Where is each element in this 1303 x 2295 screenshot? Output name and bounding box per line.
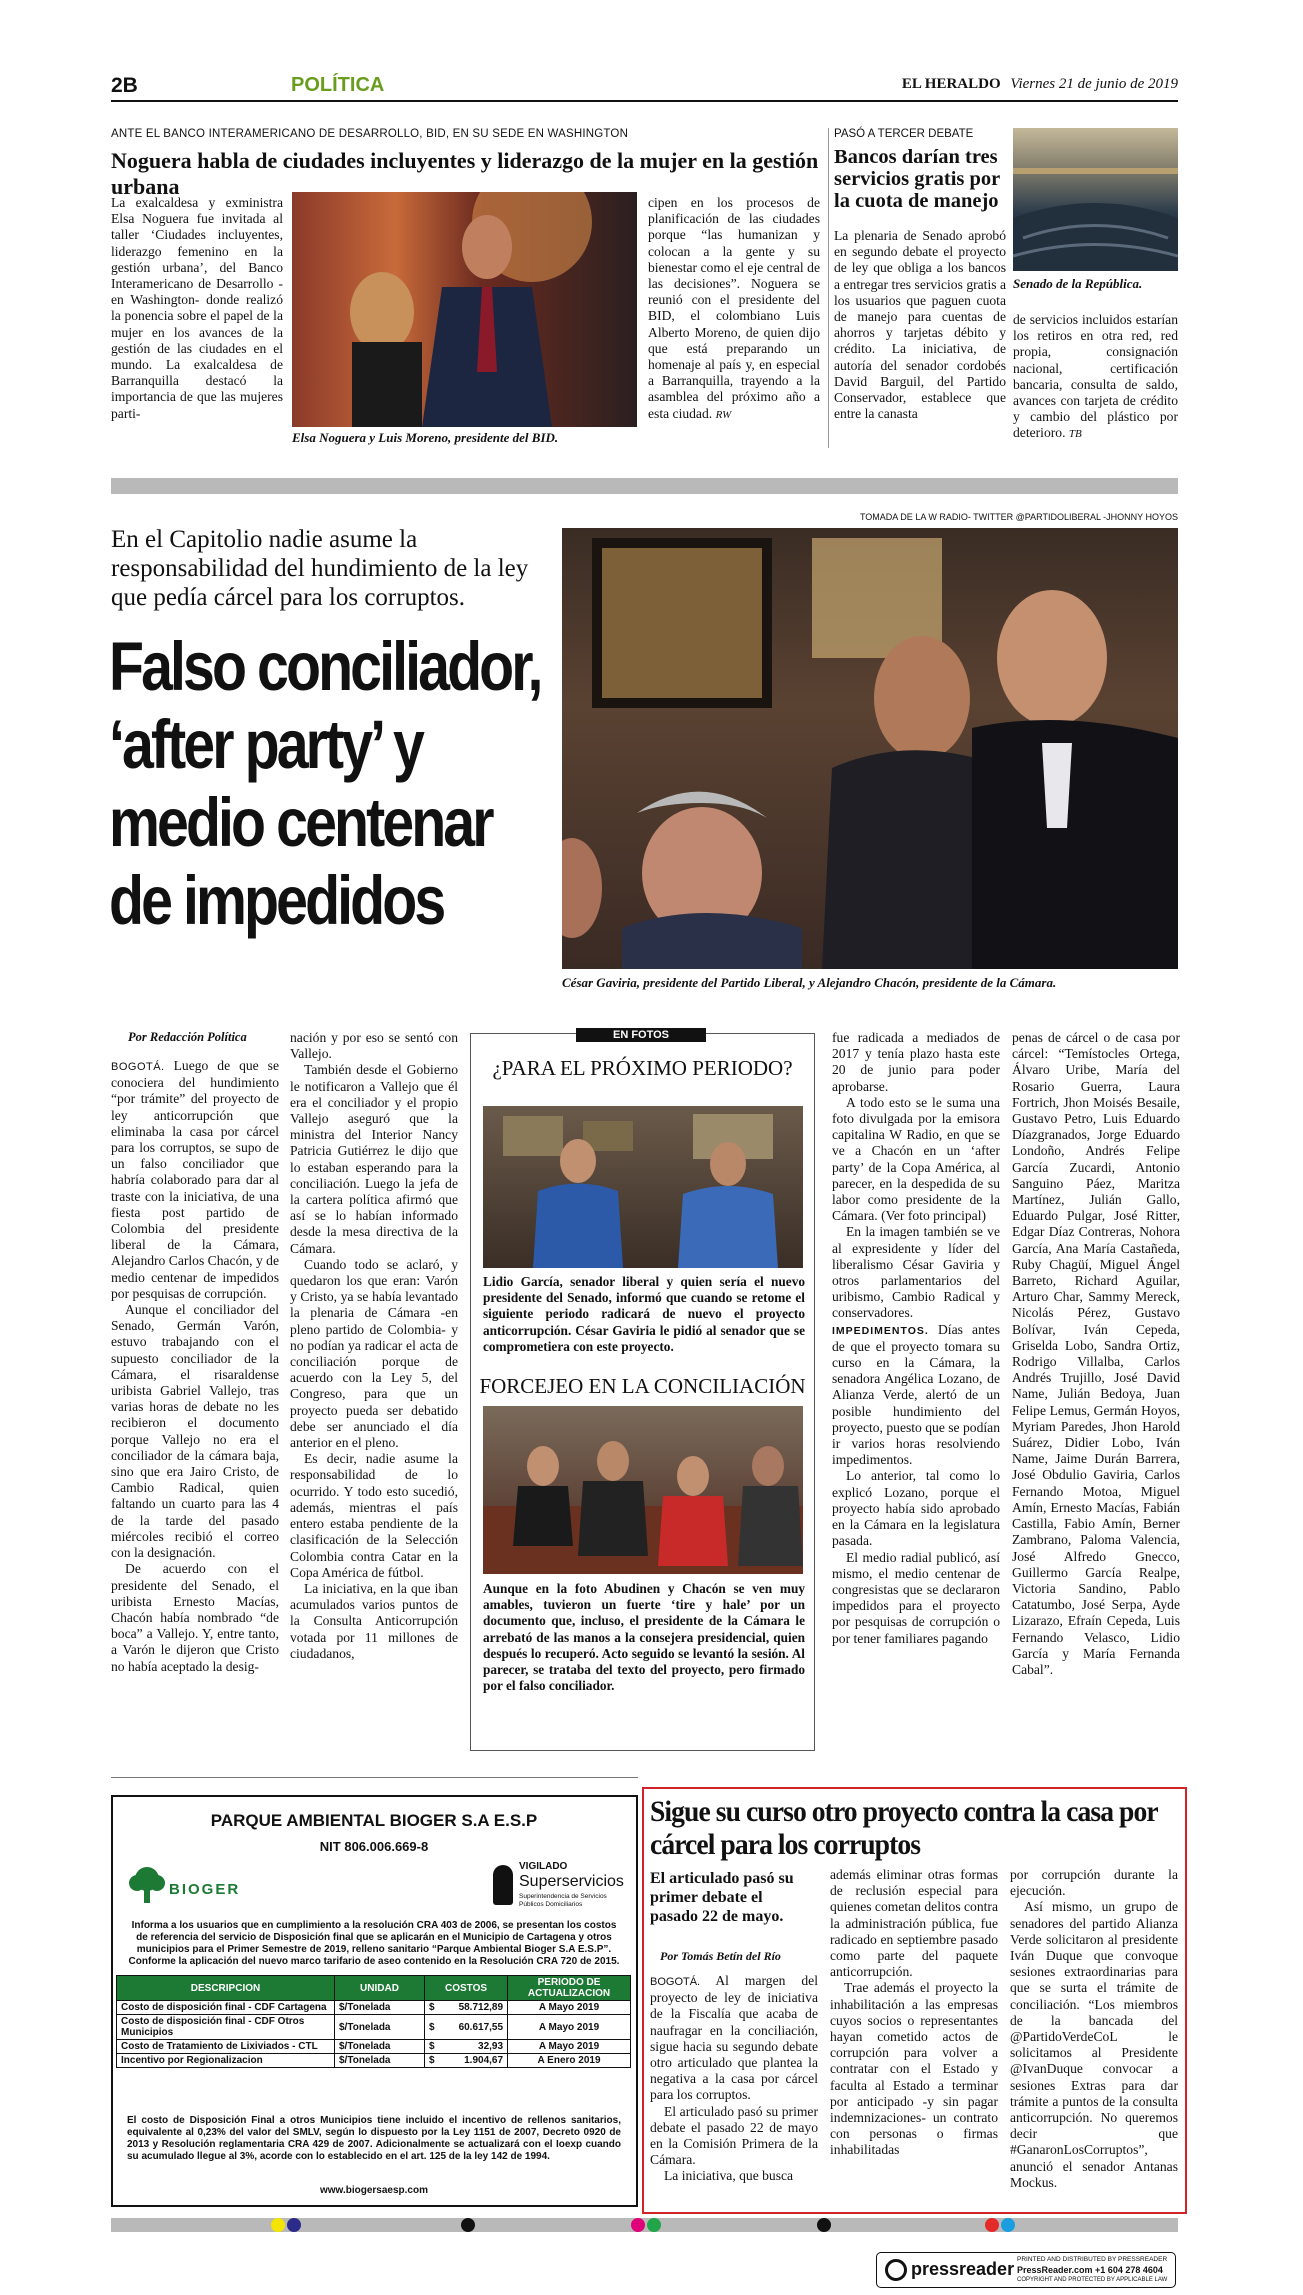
top-headline: Noguera habla de ciudades incluyentes y liderazgo de la mujer en la gestión urbana bbox=[111, 148, 819, 199]
noguera-caption: Elsa Noguera y Luis Moreno, presidente del BID. bbox=[292, 430, 559, 445]
box-caption-2: Aunque en la foto Abudinen y Chacón se ven muy amables, tuvieron un fuerte ‘tire y hale’ por un documento que, incluso, el presidente de la Cámara le arrebató de las manos a la consejera presidencial, quien después lo recuperó. Acto seguido se levantó la sesión. Al parecer, se trataba del texto del proyecto, pero firmado por el falso conciliador. bbox=[483, 1581, 805, 1694]
cell-unit: $/Tonelada bbox=[335, 2015, 425, 2040]
main-col1-p3: De acuerdo con el presidente del Senado, el uribista Ernesto Macías, Chacón había nombrado “de boca” a Vallejo. Y, entre tanto, a Varón le dijeron que Cristo no había aceptado la desig- bbox=[111, 1561, 279, 1674]
main-col2 bbox=[290, 1030, 458, 1662]
header-rule bbox=[111, 100, 1178, 102]
paper-name: EL HERALDO bbox=[901, 76, 1001, 92]
side-kicker: PASÓ A TERCER DEBATE bbox=[834, 128, 974, 140]
box-photo-2 bbox=[483, 1406, 803, 1574]
column-rule bbox=[828, 128, 829, 448]
bottom-col1-p3: La iniciativa, que busca bbox=[664, 2168, 794, 2184]
th-unidad: UNIDAD bbox=[335, 1976, 425, 2001]
superservicios-label: Superservicios bbox=[519, 1873, 624, 1890]
cell-cost: 1.904,67 bbox=[442, 2054, 508, 2068]
table-row bbox=[117, 2054, 631, 2068]
table-row bbox=[117, 2015, 631, 2040]
bottom-headline: Sigue su curso otro proyecto contra la casa por cárcel para los corruptos bbox=[650, 1795, 1158, 1861]
cell-desc: Costo de disposición final - CDF Cartagena bbox=[117, 2001, 335, 2015]
pressreader-line2: PressReader.com +1 604 278 4604 bbox=[1017, 2265, 1163, 2275]
tariff-table bbox=[116, 1975, 631, 2068]
box-title-2: FORCEJEO EN LA CONCILIACIÓN bbox=[479, 1374, 806, 1398]
table-row bbox=[117, 2001, 631, 2015]
section-rule bbox=[111, 1777, 638, 1778]
top-col2-sig: RW bbox=[715, 408, 732, 421]
main-deck: En el Capitolio nadie asume la responsabilidad del hundimiento de la ley que pedía cárcel para los corruptos. bbox=[111, 526, 529, 611]
noguera-photo bbox=[292, 192, 637, 427]
main-col4-p2: A todo esto se le suma una foto divulgada por la emisora capitalina W Radio, en que se ve a Chacón en un ‘after party’ de la Copa América, al parecer, en la despedida de su labor como presidente de la Cámara. (Ver foto principal) bbox=[832, 1094, 1000, 1224]
main-col4 bbox=[832, 1030, 1000, 1647]
table-row bbox=[117, 2040, 631, 2054]
th-descripcion: DESCRIPCION bbox=[117, 1976, 335, 2001]
superservicios-icon bbox=[493, 1865, 513, 1905]
page-number: 2B bbox=[111, 74, 138, 97]
top-col2 bbox=[648, 195, 820, 423]
senado-caption: Senado de la República. bbox=[1013, 276, 1143, 291]
main-col1-p1: Luego de que se conociera del hundimiento “por trámite” del proyecto de ley anticorrupción que eliminaba la casa por cárcel para los corruptos, se supo de un falso conciliador que habría colaborado para dar al traste con la iniciativa, de una fiesta post partido de Colombia del presidente liberal de la Cámara, Alejandro Carlos Chacón, y de medio centenar de impedidos por pesquisas de corrupción. bbox=[111, 1058, 279, 1301]
senado-photo bbox=[1013, 128, 1178, 271]
gray-divider bbox=[111, 478, 1178, 494]
cell-currency: $ bbox=[425, 2015, 442, 2040]
main-byline: Por Redacción Política bbox=[128, 1030, 247, 1044]
side-headline: Bancos darían tres servicios gratis por la cuota de manejo bbox=[834, 146, 1000, 212]
main-caption: César Gaviria, presidente del Partido Liberal, y Alejandro Chacón, presidente de la Cámara. bbox=[562, 975, 1057, 990]
bottom-col3-p2: Así mismo, un grupo de senadores del partido Alianza Verde solicitaron al presidente Iván Duque que convoque sesiones extraordinarias para que se surta el trámite de conciliación. “Los miembros de la bancada del @PartidoVerdeCoL le solicitamos al Presidente @IvanDuque convocar a sesiones Extras para dar trámite a puntos de la consulta anticorrupción. No queremos decir que #GanaronLosCorruptos”, anunció el senador Antanas Mockus. bbox=[1010, 1899, 1178, 2190]
main-col4-p4: Días antes de que el proyecto tomara su curso en la Cámara, la senadora Angélica Lozano, de Alianza Verde, alertó de un posible hundimiento del proyecto, puesto que se podían ir varios horas resolviendo impedimentos. bbox=[832, 1321, 1000, 1468]
cell-cost: 60.617,55 bbox=[442, 2015, 508, 2040]
cell-currency: $ bbox=[425, 2001, 442, 2015]
cell-period: A Enero 2019 bbox=[508, 2054, 631, 2068]
reg-dot bbox=[647, 2218, 661, 2232]
pressreader-badge[interactable] bbox=[876, 2252, 1176, 2288]
side-col2 bbox=[1013, 312, 1178, 443]
superservicios-sub: Superintendencia de Servicios Públicos Domiciliarios bbox=[519, 1893, 607, 1908]
main-col1 bbox=[111, 1058, 279, 1675]
pressreader-icon bbox=[885, 2259, 907, 2281]
ad-intro: Informa a los usuarios que en cumplimiento a la resolución CRA 403 de 2006, se presentan los costos de referencia del servicio de Disposición final que se aplicarán en el Municipio de Cartagena y otros municipios para el Primer Semestre de 2019, relleno sanitario “Parque Ambiental Bioger S.A E.S.P”. Conforme la aplicación del nuevo marco tarifario de aseo contenido en la Resolución CRA 720 de 2015. bbox=[128, 1920, 620, 1967]
main-col2-p3: Cuando todo se aclaró, y quedaron los que eran: Varón y Cristo, ya se había levantado la plenaria de Cámara -en pleno partido de Colombia- y no podían ya radicar el acta de conciliación porque de acuerdo con la Ley 5, del Congreso, para que un proyecto pueda ser debatido debe ser anunciado el día anterior en el pleno. bbox=[290, 1256, 458, 1451]
main-col5: penas de cárcel o de casa por cárcel: “Temístocles Ortega, Álvaro Uribe, María del Rosario Guerra, Laura Fortrich, Jhon Moisés Besaile, Gustavo Petro, Luis Eduardo Díazgranados, Jorge Eduardo Londoño, Andrés Felipe García Zucardi, Antonio Sanguino Páez, Maritza Martínez, Julián Gallo, Eduardo Pulgar, José Ritter, Edgar Díaz Contreras, Nohora García, Ana María Castañeda, Ruby Chagüí, Miguel Ángel Barreto, Richard Aguilar, Arturo Char, Sammy Mereck, Nicolás Pérez, Gustavo Bolívar, Iván Cepeda, Griselda Lobo, Sandra Ortiz, Rodrigo Villalba, Carlos Andrés Trujillo, José David Name, Julián Bedoya, Juan Felipe Lemus, Germán Hoyos, Myriam Paredes, Jhon Harold Suárez, Didier Lobo, Iván Name, Jaime Durán Barrera, José Obdulio Gaviria, Carlos Fernando Motoa, Miguel Amín, Ernesto Macías, Fabián Castilla, Fabio Amín, Berner Zambrano, Paloma Valencia, José Alfredo Gnecco, Guillermo García Realpe, Victoria Sandino, Pablo Catatumbo, José Serpa, Ayde Lizarazo, Efraín Cepeda, Luis Fernando Velasco, Lidio García y María Fernanda Cabal”. bbox=[1012, 1030, 1180, 1677]
cell-cost: 32,93 bbox=[442, 2040, 508, 2054]
registration-bar bbox=[111, 2218, 1178, 2232]
main-col2-p1: nación y por eso se sentó con Vallejo. bbox=[290, 1030, 458, 1062]
main-col4-p1: fue radicada a mediados de 2017 y tenía plazo hasta este 20 de junio para poder aprobarse. bbox=[832, 1030, 1000, 1094]
box-tab: EN FOTOS bbox=[576, 1028, 706, 1042]
box-caption-1: Lidio García, senador liberal y quien sería el nuevo presidente del Senado, informó que cuando se retome el siguiente periodo radicará de nuevo el proyecto anticorrupción. César Gaviria le pidió al senador que se comprometiera con este proyecto. bbox=[483, 1274, 805, 1354]
main-col2-p4: Es decir, nadie asume la responsabilidad de lo ocurrido. Y todo esto sucedió, además, mientras el país entero estaba pendiente de la clasificación de la Selección Colombia contra Catar en la Copa América de fútbol. bbox=[290, 1451, 458, 1580]
main-col1-p2: Aunque el conciliador del Senado, Germán Varón, estuvo trabajando con el supuesto conciliador de la Cámara, el risaraldense uribista Gabriel Vallejo, tras varias horas de debate no les recibieron el documento porque Vallejo no era el conciliador de la cámara baja, sino que era Jairo Cristo, de Cambio Radical, quien faltando un cuarto para las 4 de la tarde del pasado miércoles recibió el correo con la designación. bbox=[111, 1302, 279, 1561]
main-col4-p5: Lo anterior, tal como lo explicó Lozano, porque el proyecto había sido aprobado en la Cámara en la legislatura pasada. bbox=[832, 1468, 1000, 1549]
ad-note: El costo de Disposición Final a otros Municipios tiene incluido el incentivo de rellenos sanitarios, equivalente al 0,23% del valor del SMLV, según lo dispuesto por la Ley 1151 de 2007, Decreto 0920 de 2013 y Resolución reglamentaria CRA 429 de 2007. Adicionalmente se actualizará con el Ioexp cuando su acumulado llegue al 3%, acorde con lo establecido en el art. 125 de la ley 142 de 1994. bbox=[127, 2115, 621, 2162]
bottom-byline: Por Tomás Betín del Río bbox=[660, 1949, 781, 1963]
cell-cost: 58.712,89 bbox=[442, 2001, 508, 2015]
bottom-col1-p1: Al margen del proyecto de ley de iniciativa de la Fiscalía que acaba de naufragar en la conciliación, sigue hacia su segundo debate otro articulado que plantea la negativa a la casa por cárcel para los corruptos. bbox=[650, 1973, 818, 2103]
cell-unit: $/Tonelada bbox=[335, 2001, 425, 2015]
box-title-1: ¿PARA EL PRÓXIMO PERIODO? bbox=[492, 1056, 793, 1080]
bottom-story-box bbox=[642, 1787, 1187, 2214]
main-col4-p3: En la imagen también se ve al expresidente y líder del liberalismo César Gaviria y otros parlamentarios del uribismo, Cambio Radical y conservadores. bbox=[832, 1224, 1000, 1321]
reg-dot bbox=[817, 2218, 831, 2232]
side-col2-sig: TB bbox=[1068, 428, 1082, 441]
bioger-logo-text: BIOGER bbox=[169, 1881, 241, 1898]
bottom-col1 bbox=[650, 1973, 818, 2185]
cell-unit: $/Tonelada bbox=[335, 2054, 425, 2068]
bottom-col2 bbox=[830, 1867, 998, 2159]
bottom-col3-p1: por corrupción durante la ejecución. bbox=[1010, 1867, 1178, 1899]
ad-website[interactable]: www.biogersaesp.com bbox=[320, 2185, 428, 2196]
reg-dot bbox=[631, 2218, 645, 2232]
pressreader-brand: pressreader bbox=[911, 2259, 1015, 2279]
masthead bbox=[902, 76, 1178, 93]
reg-dot bbox=[287, 2218, 301, 2232]
top-col1: La exalcaldesa y exministra Elsa Noguera fue invitada al taller ‘Ciudades incluyentes, liderazgo femenino en la gestión urbana’, del Banco Interamericano de Desarrollo -en Washington- donde realizó la ponencia sobre el papel de la mujer en los avances de la gestión de las ciudades en el mundo. La exalcaldesa de Barranquilla destacó la importancia de que las mujeres parti- bbox=[111, 195, 283, 421]
main-col1-city: BOGOTÁ. bbox=[111, 1061, 165, 1073]
main-headline: Falso conciliador, ‘after party’ y medio centenar de impedidos bbox=[109, 628, 541, 939]
bottom-col3 bbox=[1010, 1867, 1178, 2191]
bioger-logo bbox=[127, 1865, 257, 1915]
main-col4-sub: IMPEDIMENTOS. bbox=[832, 1324, 929, 1337]
reg-dot bbox=[1001, 2218, 1015, 2232]
photos-box bbox=[470, 1029, 815, 1751]
top-kicker: ANTE EL BANCO INTERAMERICANO DE DESARROLLO, BID, EN SU SEDE EN WASHINGTON bbox=[111, 128, 629, 140]
bottom-col2-p2: Trae además el proyecto la inhabilitación a las empresas cuyos socios o representantes hayan cometido actos de corrupción para volver a contratar con el Estado y faculta al Estado a terminar por anticipado -y sin pagar indemnizaciones- un contrato con personas o firmas inhabilitadas bbox=[830, 1980, 998, 2158]
top-col2-text: cipen en los procesos de planificación de las ciudades porque “las humanizan y colocan a la gente y su bienestar como el eje central de las decisiones”. Noguera se reunió con el presidente del BID, el colombiano Luis Alberto Moreno, de quien dijo que está preparando un homenaje al país y, en especial a Barranquilla, trayendo a la asamblea del próximo año a esta ciudad. bbox=[648, 195, 820, 421]
cell-desc: Costo de disposición final - CDF Otros Municipios bbox=[117, 2015, 335, 2040]
bottom-city: BOGOTÁ. bbox=[650, 1976, 701, 1988]
cell-currency: $ bbox=[425, 2040, 442, 2054]
main-col2-p2: También desde el Gobierno le notificaron a Vallejo que él era el conciliador y el propio Vallejo aseguró que la ministra del Interior Nancy Patricia Gutiérrez le dijo que lo estaban esperando para la conciliación. Luego la jefa de la cartera política afirmó que así se lo habían informado desde la mesa directiva de la Cámara. bbox=[290, 1062, 458, 1256]
cell-desc: Incentivo por Regionalizacion bbox=[117, 2054, 335, 2068]
section-label: POLÍTICA bbox=[291, 74, 385, 96]
superservicios-logo bbox=[493, 1859, 633, 1915]
vigilado-label: VIGILADO bbox=[519, 1861, 568, 1872]
cell-desc: Costo de Tratamiento de Lixiviados - CTL bbox=[117, 2040, 335, 2054]
th-costos: COSTOS bbox=[425, 1976, 508, 2001]
th-periodo: PERIODO DE ACTUALIZACION bbox=[508, 1976, 631, 2001]
bottom-col1-p2: El articulado pasó su primer debate el pasado 22 de mayo en la Comisión Primera de la Cámara. bbox=[650, 2103, 818, 2168]
photo-credit: TOMADA DE LA W RADIO- TWITTER @PARTIDOLIBERAL -JHONNY HOYOS bbox=[859, 512, 1178, 522]
bottom-deck: El articulado pasó su primer debate el pasado 22 de mayo. bbox=[650, 1870, 794, 1925]
cell-period: A Mayo 2019 bbox=[508, 2015, 631, 2040]
side-col1: La plenaria de Senado aprobó en segundo debate el proyecto de ley que obliga a los bancos a entregar tres servicios gratis a los usuarios que paguen cuota de manejo para cuentas de ahorros y tarjetas débito y crédito. La iniciativa, de autoría del senador cordobés David Barguil, del Partido Conservador, establece que entre la canasta bbox=[834, 228, 1006, 422]
cell-unit: $/Tonelada bbox=[335, 2040, 425, 2054]
cell-period: A Mayo 2019 bbox=[508, 2040, 631, 2054]
cell-period: A Mayo 2019 bbox=[508, 2001, 631, 2015]
date: Viernes 21 de junio de 2019 bbox=[1010, 76, 1178, 92]
cell-currency: $ bbox=[425, 2054, 442, 2068]
main-col4-p6: El medio radial publicó, así mismo, el medio centenar de congresistas que se declararon impedidos para el proyecto por pesquisas de corrupción o por tener familiares pagando bbox=[832, 1549, 1000, 1646]
main-photo bbox=[562, 528, 1178, 969]
reg-dot bbox=[985, 2218, 999, 2232]
side-col2-text: de servicios incluidos estarían los retiros en otra red, red propia, consignación nacional, certificación bancaria, consulta de saldo, avances con tarjeta de crédito y cambio del plástico por deterioro. bbox=[1013, 312, 1178, 441]
reg-dot bbox=[271, 2218, 285, 2232]
pressreader-line3: COPYRIGHT AND PROTECTED BY APPLICABLE LAW bbox=[1017, 2277, 1168, 2283]
main-col2-p5: La iniciativa, en la que iban acumulados varios puntos de la Consulta Anticorrupción votada por 11 millones de ciudadanos, bbox=[290, 1580, 458, 1661]
ad-company: PARQUE AMBIENTAL BIOGER S.A E.S.P bbox=[210, 1811, 538, 1830]
box-photo-1 bbox=[483, 1106, 803, 1268]
reg-dot bbox=[461, 2218, 475, 2232]
bioger-ad bbox=[111, 1795, 638, 2207]
ad-nit: NIT 806.006.669-8 bbox=[319, 1839, 429, 1854]
pressreader-line1: PRINTED AND DISTRIBUTED BY PRESSREADER bbox=[1017, 2256, 1168, 2263]
tree-icon bbox=[127, 1865, 167, 1905]
bottom-col2-p1: además eliminar otras formas de reclusión especial para quienes cometan delitos contra la administración pública, fue radicado en septiembre pasado como parte del paquete anticorrupción. bbox=[830, 1867, 998, 1980]
